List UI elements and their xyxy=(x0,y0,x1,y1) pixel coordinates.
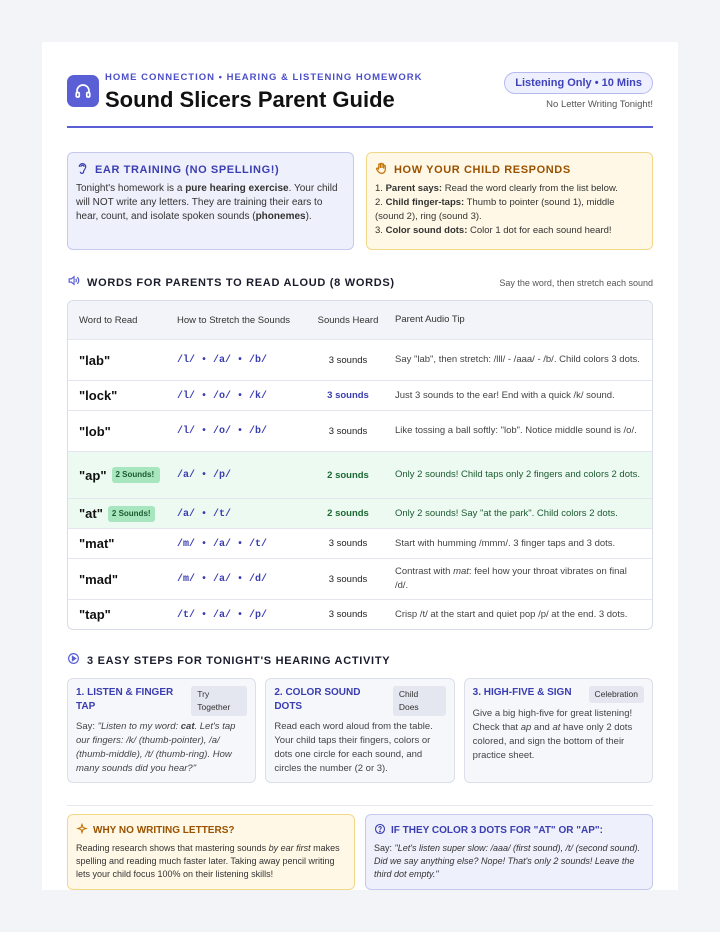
ear-training-title: EAR TRAINING (NO SPELLING!) xyxy=(95,164,280,176)
count-cell: 3 sounds xyxy=(328,538,368,549)
tip-cell: Contrast with mat: feel how your throat vibrates on final /d/. xyxy=(395,566,627,591)
ear-icon xyxy=(76,162,89,178)
count-cell: 3 sounds xyxy=(328,425,368,437)
stretch-cell: /a/ • /p/ xyxy=(177,470,232,481)
responds-box xyxy=(366,152,653,250)
word-cell: "mad" xyxy=(79,571,119,587)
page-title: Sound Slicers Parent Guide xyxy=(105,87,395,112)
steps-section-header xyxy=(67,652,653,670)
speaker-icon xyxy=(67,274,80,292)
steps-section-title: 3 EASY STEPS FOR TONIGHT'S HEARING ACTIVITY xyxy=(87,655,391,667)
table-row xyxy=(68,599,652,629)
stretch-cell: /a/ • /t/ xyxy=(177,508,232,520)
step-card xyxy=(265,678,454,783)
question-icon xyxy=(374,823,386,838)
stretch-cell: /l/ • /o/ • /k/ xyxy=(177,390,268,402)
count-cell: 2 sounds xyxy=(327,508,369,519)
two-sounds-badge: 2 Sounds! xyxy=(112,467,160,483)
word-cell: "lob" xyxy=(79,423,111,439)
tip-cell: Like tossing a ball softly: "lob". Notice middle sound is /o/. xyxy=(395,425,637,436)
table-row xyxy=(68,558,652,599)
word-cell: "lab" xyxy=(79,352,111,368)
words-table xyxy=(67,300,653,630)
list-item: 2. Child finger-taps: Thumb to pointer (sound 1), middle (sound 2), ring (sound 3). xyxy=(375,197,615,222)
table-row xyxy=(68,528,652,558)
tip-cell: Crisp /t/ at the start and quiet pop /p/ at the end. 3 dots. xyxy=(395,608,628,620)
word-cell: "ap" xyxy=(79,467,107,483)
count-cell: 3 sounds xyxy=(328,354,368,366)
column-header: Word to Read xyxy=(79,314,138,326)
step-tag: Celebration xyxy=(589,686,644,703)
step-title: 2. COLOR SOUND DOTS xyxy=(274,687,361,712)
header-note: No Letter Writing Tonight! xyxy=(546,99,653,110)
ear-training-text: Tonight's homework is a pure hearing exercise. Your child will NOT write any letters. They are training their ears to hear, count, and isolate spoken sounds (phonemes). xyxy=(76,183,338,222)
words-section-header xyxy=(67,274,653,292)
word-cell: "tap" xyxy=(79,607,111,622)
table-row xyxy=(68,380,652,410)
table-row xyxy=(68,451,652,498)
stretch-cell: /m/ • /a/ • /d/ xyxy=(177,574,268,585)
list-item: 1. Parent says: Read the word clearly from the list below. xyxy=(375,183,618,194)
three-dots-text: Say: "Let's listen super slow: /aaa/ (first sound), /t/ (second sound). Did we say anything else? Nope! That's only 2 sounds! Leave the third dot empty." xyxy=(374,843,641,879)
step-tag: Child Does xyxy=(393,686,446,716)
hand-icon xyxy=(375,162,388,178)
duration-badge: Listening Only • 10 Mins xyxy=(504,72,653,94)
page-header xyxy=(67,72,653,128)
play-icon xyxy=(67,652,80,670)
word-cell: "mat" xyxy=(79,536,115,551)
step-text: Say: "Listen to my word: cat. Let's tap our fingers: /k/ (thumb-pointer), /a/ (thumb-middle), /t/ (thumb-ring). How many sounds did you hear?" xyxy=(76,721,236,774)
count-cell: 2 sounds xyxy=(327,469,369,481)
step-text: Read each word aloud from the table. Your child taps their fingers, colors or dots one circle for each sound, and circles the number (2 or 3). xyxy=(274,721,433,774)
divider xyxy=(67,805,653,806)
why-box xyxy=(67,814,355,890)
list-item: 3. Color sound dots: Color 1 dot for each sound heard! xyxy=(375,225,612,236)
two-sounds-badge: 2 Sounds! xyxy=(108,506,155,522)
why-text: Reading research shows that mastering sounds by ear first makes spelling and reading much faster later. Taking away pencil writing lets your child focus 100% on their listening skills! xyxy=(76,843,340,879)
responds-title: HOW YOUR CHILD RESPONDS xyxy=(394,164,571,176)
three-dots-title: IF THEY COLOR 3 DOTS FOR "AT" OR "AP": xyxy=(391,825,603,836)
step-title: 1. LISTEN & FINGER TAP xyxy=(76,687,174,712)
stretch-cell: /t/ • /a/ • /p/ xyxy=(177,609,268,621)
count-cell: 3 sounds xyxy=(328,573,368,585)
tip-cell: Only 2 sounds! Say "at the park". Child colors 2 dots. xyxy=(395,507,618,519)
ear-training-box xyxy=(67,152,354,250)
step-card xyxy=(464,678,653,783)
table-row xyxy=(68,339,652,380)
table-row xyxy=(68,498,652,528)
worksheet-page xyxy=(42,42,678,890)
tip-cell: Start with humming /mmm/. 3 finger taps and 3 dots. xyxy=(395,537,616,549)
table-header-row xyxy=(68,301,652,339)
count-cell: 3 sounds xyxy=(327,390,369,401)
column-header: Parent Audio Tip xyxy=(395,314,465,325)
step-card xyxy=(67,678,256,783)
count-cell: 3 sounds xyxy=(328,609,368,620)
word-cell: "at" xyxy=(79,506,103,521)
words-section-title: WORDS FOR PARENTS TO READ ALOUD (8 WORDS) xyxy=(87,277,395,289)
column-header: How to Stretch the Sounds xyxy=(177,314,291,326)
column-header: Sounds Heard xyxy=(317,314,379,326)
words-section-note: Say the word, then stretch each sound xyxy=(499,278,653,288)
stretch-cell: /m/ • /a/ • /t/ xyxy=(177,538,268,550)
table-row xyxy=(68,410,652,451)
tip-cell: Only 2 sounds! Child taps only 2 fingers and colors 2 dots. xyxy=(395,469,641,480)
step-tag: Try Together xyxy=(191,686,247,716)
stretch-cell: /l/ • /o/ • /b/ xyxy=(177,426,268,437)
step-text: Give a big high-five for great listening! Check that ap and at have only 2 dots colored, and sign the bottom of their practice sheet. xyxy=(472,708,633,761)
sparkle-icon xyxy=(76,823,88,838)
tip-cell: Just 3 sounds to the ear! End with a quick /k/ sound. xyxy=(395,389,615,401)
three-dots-box xyxy=(365,814,653,890)
header-kicker: HOME CONNECTION • HEARING & LISTENING HOMEWORK xyxy=(105,72,423,83)
stretch-cell: /l/ • /a/ • /b/ xyxy=(177,355,268,366)
word-cell: "lock" xyxy=(79,388,118,403)
headphones-icon xyxy=(67,75,99,107)
tip-cell: Say "lab", then stretch: /lll/ - /aaa/ - /b/. Child colors 3 dots. xyxy=(395,354,640,365)
why-title: WHY NO WRITING LETTERS? xyxy=(93,825,235,836)
step-title: 3. HIGH-FIVE & SIGN xyxy=(472,687,572,698)
